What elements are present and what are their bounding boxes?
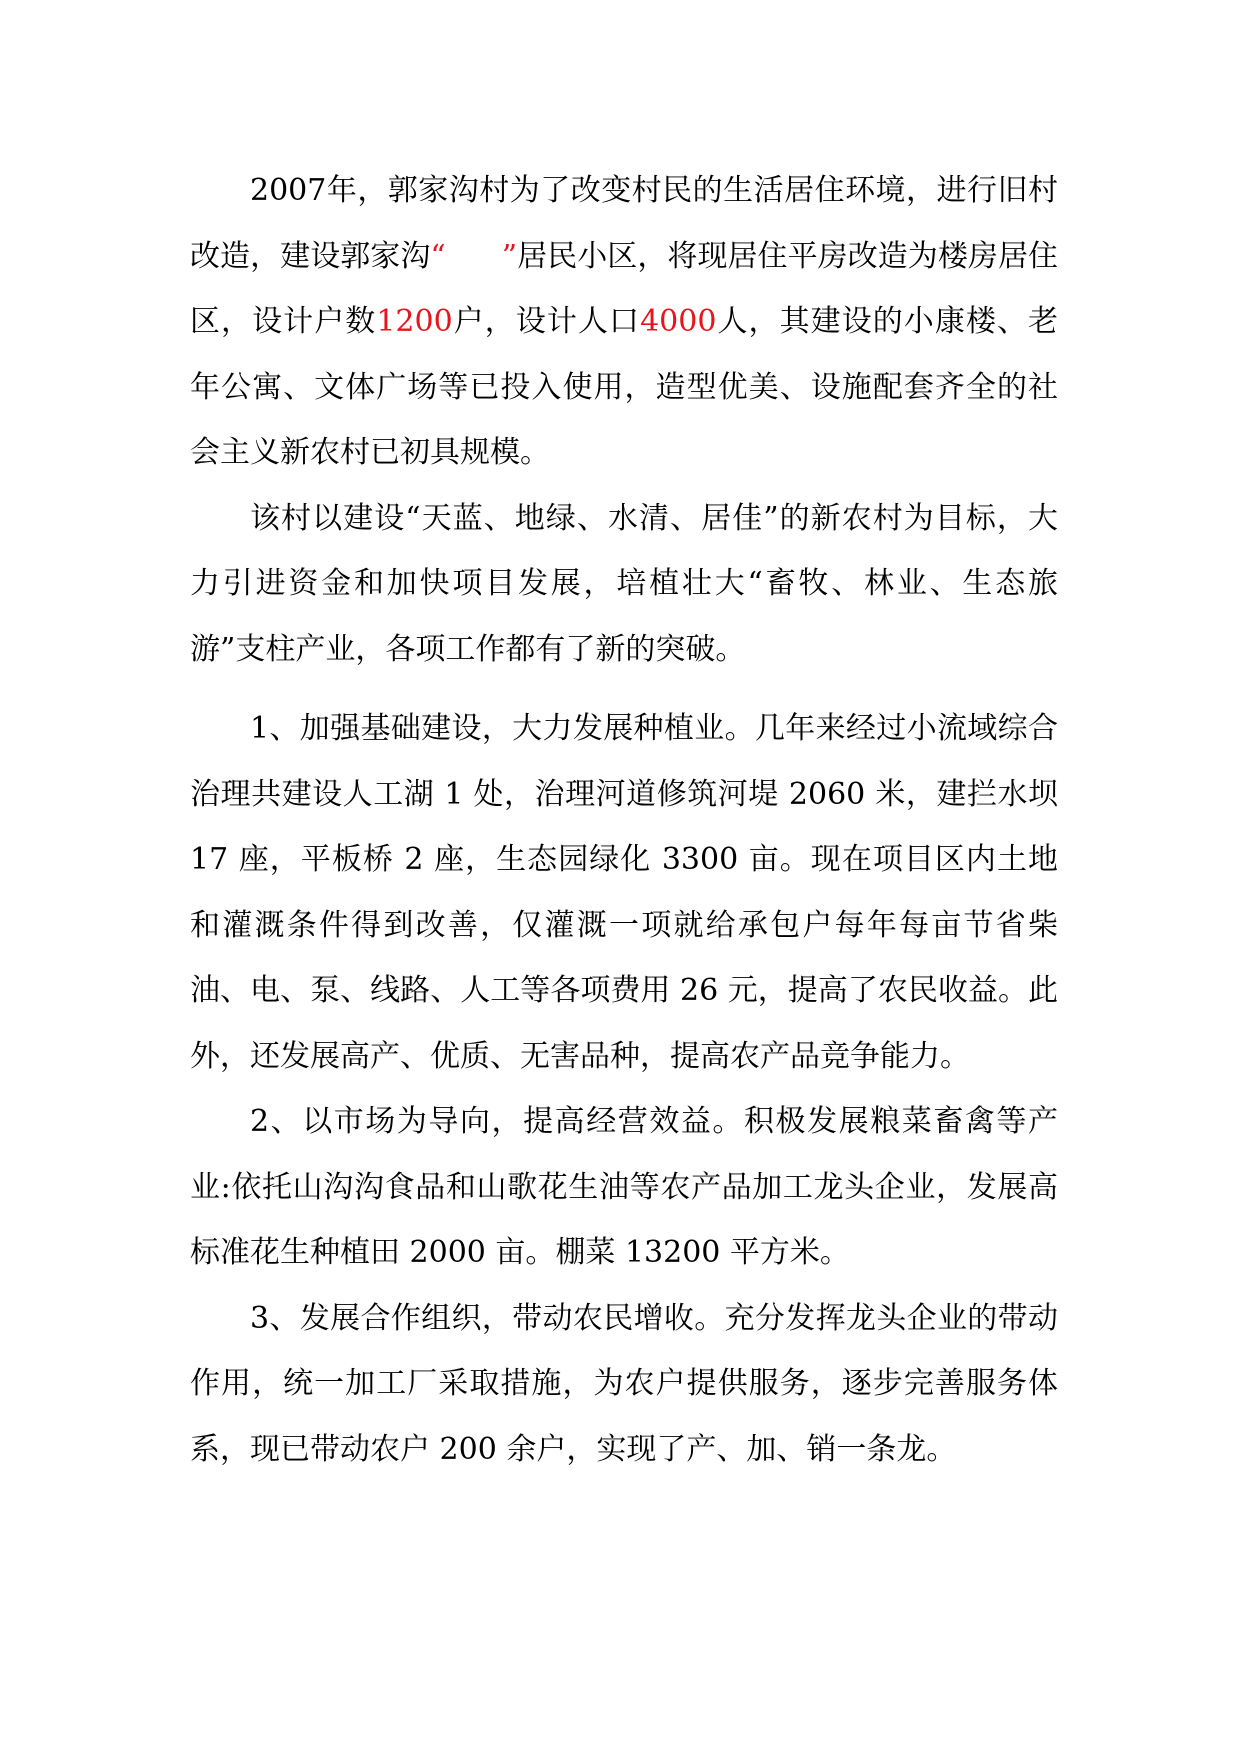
document-body xyxy=(190,158,1058,1482)
paragraph-village-renovation xyxy=(190,158,1058,486)
paragraph-1-text-a: 2007年，郭家沟村为了改变村民的生活居住环境，进行旧村改造，建设郭家沟 xyxy=(190,173,1058,274)
paragraph-cooperatives: 3、发展合作组织，带动农民增收。充分发挥龙头企业的带动作用，统一加工厂采取措施，为农户提供服务，逐步完善服务体系，现已带动农户 200 余户，实现了产、加、销一条龙。 xyxy=(190,1300,1058,1467)
paragraph-village-goals: 该村以建设“天蓝、地绿、水清、居佳”的新农村为目标，大力引进资金和加快项目发展，培植壮大“畜牧、林业、生态旅游”支柱产业，各项工作都有了新的突破。 xyxy=(190,500,1058,667)
quote-open: “ xyxy=(430,238,446,274)
paragraph-1-text-c: 户，设计人口 xyxy=(452,304,641,339)
paragraph-market-orientation: 2、以市场为导向，提高经营效益。积极发展粮菜畜禽等产业:依托山沟沟食品和山歌花生油等农产品加工龙头企业，发展高标准花生种植田 2000 亩。棚菜 13200 平方米。 xyxy=(190,1104,1058,1270)
paragraph-infrastructure: 1、加强基础建设，大力发展种植业。几年来经过小流域综合治理共建设人工湖 1 处，治理河道修筑河堤 2060 米，建拦水坝 17 座，平板桥 2 座，生态园绿化 3300 亩。现在项目区内土地和灌溉条件得到改善，仅灌溉一项就给承包户每年每亩节省柴油、电、泵、线路、人工等各项费用 26 元，提高了农民收益。此外，还发展高产、优质、无害品种，提高农产品竞争能力。 xyxy=(190,711,1058,1074)
population-count: 4000 xyxy=(640,304,717,339)
paragraph-1-text-d: 人，其建设的小康楼、老年公寓、文体广场等已投入使用，造型优美、设施配套齐全的社会主义新农村已初具规模。 xyxy=(190,304,1059,470)
paragraph-1-text-b: 居民小区，将现居住平房改造为楼房居住区，设计户数 xyxy=(190,238,1059,339)
quote-close: ” xyxy=(501,238,518,274)
households-count: 1200 xyxy=(376,304,453,339)
